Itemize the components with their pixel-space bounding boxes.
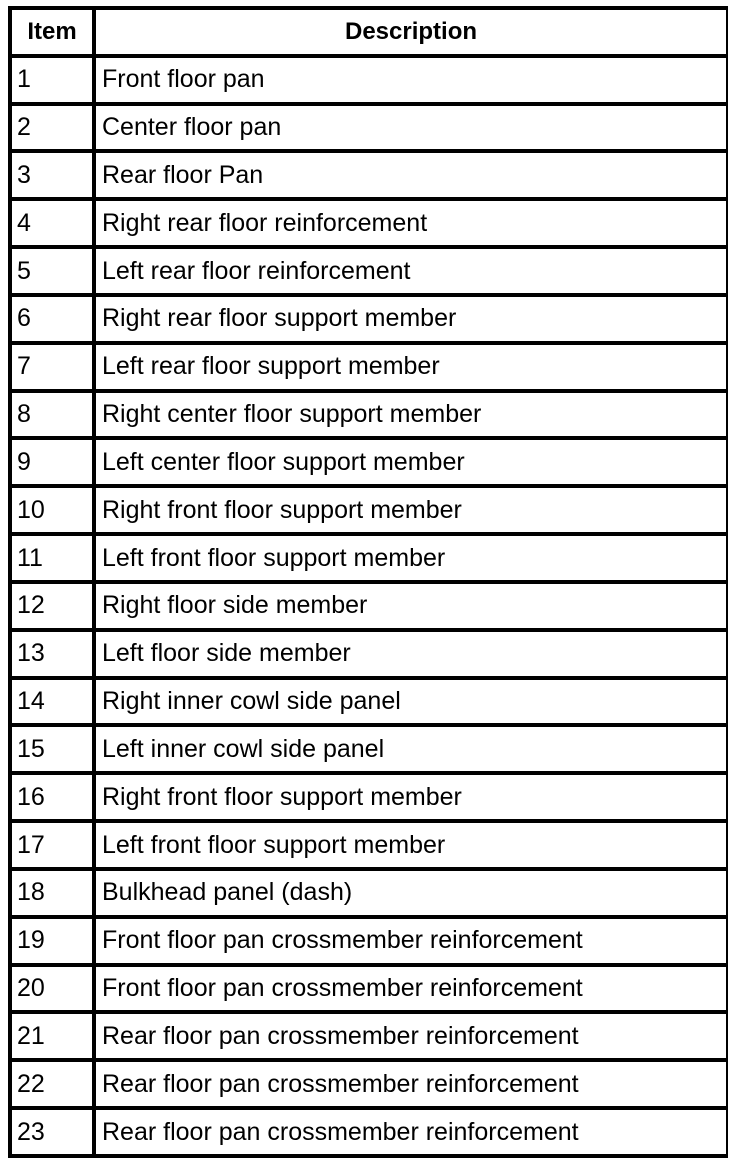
table-cell-description: Left front floor support member (96, 823, 726, 867)
table-cell-item: 19 (12, 919, 92, 963)
table-cell-description: Right inner cowl side panel (96, 680, 726, 724)
table-cell-item: 8 (12, 393, 92, 437)
table-cell-item: 13 (12, 632, 92, 676)
table-cell-item: 7 (12, 345, 92, 389)
table-cell-item: 3 (12, 153, 92, 197)
table-cell-description: Left center floor support member (96, 440, 726, 484)
table-cell-description: Left rear floor reinforcement (96, 249, 726, 293)
table-cell-description: Left floor side member (96, 632, 726, 676)
table-cell-item: 16 (12, 775, 92, 819)
table-cell-description: Right rear floor support member (96, 297, 726, 341)
table-cell-item: 21 (12, 1014, 92, 1058)
table-cell-item: 18 (12, 871, 92, 915)
table-cell-description: Left front floor support member (96, 536, 726, 580)
table-cell-item: 15 (12, 727, 92, 771)
table-cell-description: Rear floor Pan (96, 153, 726, 197)
table-cell-item: 9 (12, 440, 92, 484)
table-cell-description: Rear floor pan crossmember reinforcement (96, 1062, 726, 1106)
table-cell-description: Center floor pan (96, 106, 726, 150)
table-cell-description: Front floor pan (96, 58, 726, 102)
table-cell-item: 12 (12, 584, 92, 628)
table-cell-description: Rear floor pan crossmember reinforcement (96, 1110, 726, 1154)
table-cell-item: 23 (12, 1110, 92, 1154)
table-cell-description: Right front floor support member (96, 775, 726, 819)
table-cell-item: 5 (12, 249, 92, 293)
table-cell-item: 4 (12, 201, 92, 245)
table-cell-item: 20 (12, 967, 92, 1011)
table-cell-description: Right floor side member (96, 584, 726, 628)
table-cell-item: 14 (12, 680, 92, 724)
table-cell-item: 2 (12, 106, 92, 150)
table-cell-item: 22 (12, 1062, 92, 1106)
table-cell-description: Front floor pan crossmember reinforcement (96, 919, 726, 963)
table-cell-item: 11 (12, 536, 92, 580)
table-cell-item: 10 (12, 488, 92, 532)
header-item: Item (12, 10, 92, 54)
table-cell-description: Right center floor support member (96, 393, 726, 437)
table-cell-description: Bulkhead panel (dash) (96, 871, 726, 915)
table-cell-description: Front floor pan crossmember reinforcement (96, 967, 726, 1011)
table-cell-item: 17 (12, 823, 92, 867)
table-cell-description: Right rear floor reinforcement (96, 201, 726, 245)
table-cell-item: 1 (12, 58, 92, 102)
table-cell-description: Left inner cowl side panel (96, 727, 726, 771)
table-cell-description: Rear floor pan crossmember reinforcement (96, 1014, 726, 1058)
table-cell-item: 6 (12, 297, 92, 341)
header-description: Description (96, 10, 726, 54)
table-cell-description: Right front floor support member (96, 488, 726, 532)
parts-table (8, 6, 728, 1158)
table-cell-description: Left rear floor support member (96, 345, 726, 389)
